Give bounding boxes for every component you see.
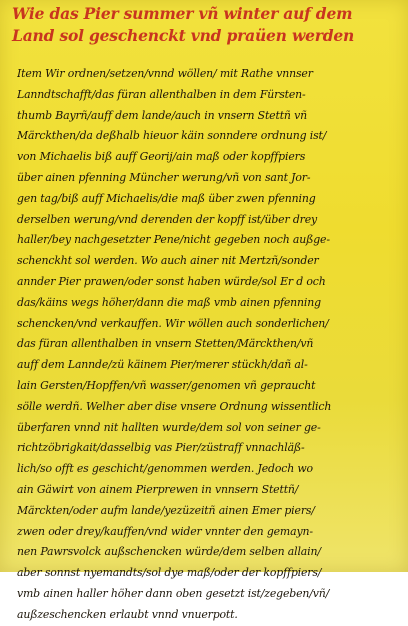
body-line: über ainen pfenning Müncher werung/vñ von sant Jor-: [17, 170, 311, 184]
body-text: [17, 64, 401, 626]
body-line: lich/so offt es geschicht/genommen werden. Jedoch wo: [17, 462, 313, 476]
body-line: lain Gersten/Hopffen/vñ wasser/genomen vñ gepraucht: [17, 378, 316, 392]
body-line: Märckten/oder aufm lande/yezüzeitñ ainen Emer piers/: [17, 503, 315, 517]
body-line: das füran allenthalben in vnsern Stetten/Märckthen/vñ: [17, 337, 314, 351]
body-line: aber sonnst nyemandts/sol dye maß/oder der kopffpiers/: [17, 566, 322, 580]
body-line: auff dem Lannde/zü käinem Pier/merer stückh/dañ al-: [17, 358, 308, 372]
body-line: derselben werung/vnd derenden der kopff ist/über drey: [17, 212, 318, 226]
body-line: vmb ainen haller höher dann oben gesetzt ist/zegeben/vñ/: [17, 586, 330, 600]
body-line: Lanndtschafft/das füran allenthalben in dem Fürsten-: [17, 87, 306, 101]
body-line: annder Pier prawen/oder sonst haben würde/sol Er d och: [17, 274, 326, 288]
body-line: schencken/vnd verkauffen. Wir wöllen auch sonderlichen/: [17, 316, 329, 330]
title-line: Wie das Pier summer vñ winter auf dem: [12, 4, 353, 23]
body-line: schenckht sol werden. Wo auch ainer nit Mertzñ/sonder: [17, 254, 319, 268]
body-line: außzeschencken erlaubt vnnd vnuerpott.: [17, 607, 238, 621]
body-line: von Michaelis biß auff Georij/ain maß oder kopffpiers: [17, 150, 306, 164]
body-line: überfaren vnnd nit hallten wurde/dem sol von seiner ge-: [17, 420, 321, 434]
body-line: ain Gäwirt von ainem Pierprewen in vnnsern Stettñ/: [17, 482, 299, 496]
body-line: nen Pawrsvolck außschencken würde/dem selben allain/: [17, 545, 321, 559]
body-line: das/käins wegs höher/dann die maß vmb ainen pfenning: [17, 295, 321, 309]
body-line: gen tag/biß auff Michaelis/die maß über zwen pfenning: [17, 191, 316, 205]
page-title: [12, 3, 404, 47]
body-line: thumb Bayrñ/auff dem lande/auch in vnsern Stettñ vñ: [17, 108, 307, 122]
body-line: Märckthen/da deßhalb hieuor käin sonndere ordnung ist/: [17, 129, 327, 143]
title-line: Land sol geschenckt vnd praüen werden: [12, 26, 355, 45]
body-line: richtzöbrigkait/dasselbig vas Pier/züstraff vnnachläß-: [17, 441, 305, 455]
body-line: zwen oder drey/kauffen/vnd wider vnnter den gemayn-: [17, 524, 313, 538]
body-line: sölle werdñ. Welher aber dise vnsere Ordnung wissentlich: [17, 399, 332, 413]
body-line: haller/bey nachgesetzter Pene/nicht gegeben noch außge-: [17, 233, 330, 247]
body-line: Item Wir ordnen/setzen/vnnd wöllen/ mit Rathe vnnser: [17, 67, 313, 80]
